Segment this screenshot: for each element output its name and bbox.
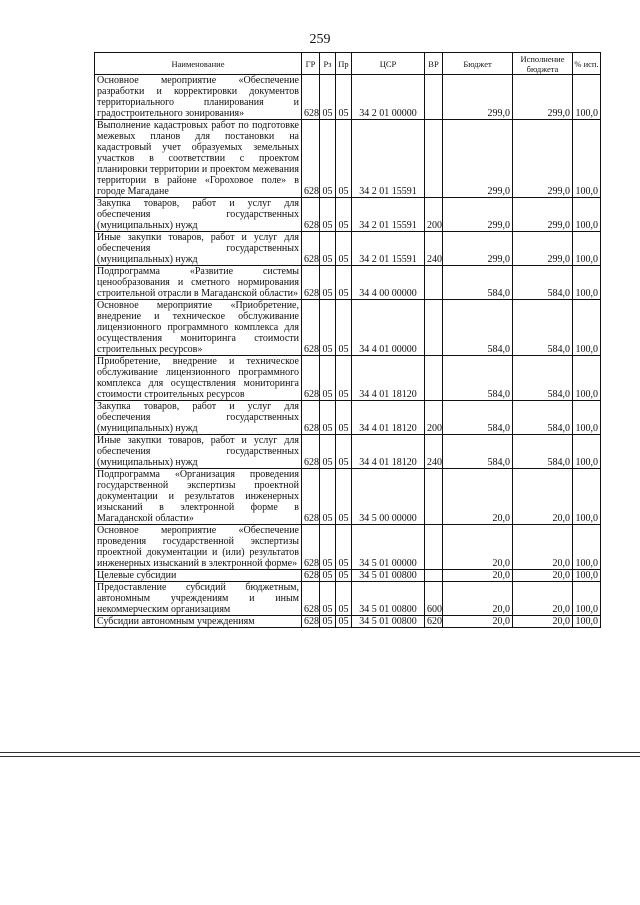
cell-execution: 584,0 [513,435,573,469]
cell-rz: 05 [320,401,336,435]
cell-execution: 584,0 [513,401,573,435]
cell-pr: 05 [336,198,352,232]
cell-csr: 34 2 01 15591 [352,198,425,232]
table-row [95,266,601,300]
cell-name: Подпрограмма «Развитие системы ценообразования и сметного нормирования строительной отрасли в Магаданской области» [95,266,302,300]
page-number: 259 [309,32,331,47]
cell-budget: 584,0 [443,356,513,401]
cell-rz: 05 [320,525,336,570]
cell-gr: 628 [302,525,320,570]
cell-percent: 100,0 [573,616,601,628]
cell-percent: 100,0 [573,232,601,266]
cell-gr: 628 [302,356,320,401]
cell-vr [425,570,443,582]
cell-percent: 100,0 [573,198,601,232]
cell-budget: 299,0 [443,232,513,266]
cell-budget: 20,0 [443,616,513,628]
cell-pr: 05 [336,582,352,616]
table-row [95,198,601,232]
cell-rz: 05 [320,582,336,616]
cell-name: Основное мероприятие «Обеспечение разработки и корректировки документов территориального планирования и градостроительного зонирования» [95,75,302,120]
header-name: Наименование [95,53,302,75]
header-gr: ГР [302,53,320,75]
budget-table [94,52,601,628]
footer-rule-bottom [0,756,640,757]
cell-execution: 584,0 [513,266,573,300]
cell-name: Иные закупки товаров, работ и услуг для обеспечения государственных (муниципальных) нужд [95,435,302,469]
cell-csr: 34 5 01 00800 [352,616,425,628]
cell-budget: 584,0 [443,435,513,469]
cell-gr: 628 [302,435,320,469]
cell-percent: 100,0 [573,525,601,570]
cell-name: Приобретение, внедрение и техническое обслуживание лицензионного программного комплекса для осуществления мониторинга стоимости строительных ресурсов [95,356,302,401]
cell-name: Закупка товаров, работ и услуг для обеспечения государственных (муниципальных) нужд [95,198,302,232]
table-row [95,120,601,198]
cell-pr: 05 [336,300,352,356]
cell-rz: 05 [320,435,336,469]
header-csr: ЦСР [352,53,425,75]
cell-percent: 100,0 [573,435,601,469]
header-rz: Рз [320,53,336,75]
cell-pr: 05 [336,570,352,582]
cell-rz: 05 [320,469,336,525]
cell-budget: 584,0 [443,266,513,300]
cell-execution: 584,0 [513,356,573,401]
cell-rz: 05 [320,266,336,300]
cell-name: Иные закупки товаров, работ и услуг для обеспечения государственных (муниципальных) нужд [95,232,302,266]
cell-vr: 200 [425,198,443,232]
table-row [95,356,601,401]
table-body [95,75,601,628]
cell-vr: 200 [425,401,443,435]
cell-pr: 05 [336,525,352,570]
cell-execution: 20,0 [513,616,573,628]
cell-budget: 299,0 [443,198,513,232]
cell-vr: 600 [425,582,443,616]
cell-budget: 299,0 [443,75,513,120]
table-row [95,616,601,628]
cell-pr: 05 [336,356,352,401]
cell-csr: 34 2 01 00000 [352,75,425,120]
table-row [95,582,601,616]
cell-budget: 20,0 [443,525,513,570]
cell-name: Подпрограмма «Организация проведения государственной экспертизы проектной документации и результатов инженерных изысканий в электронной форме в Магаданской области» [95,469,302,525]
cell-csr: 34 5 01 00800 [352,570,425,582]
cell-budget: 584,0 [443,300,513,356]
table-row [95,232,601,266]
cell-csr: 34 2 01 15591 [352,120,425,198]
cell-execution: 20,0 [513,469,573,525]
cell-gr: 628 [302,266,320,300]
header-pr: Пр [336,53,352,75]
cell-execution: 299,0 [513,198,573,232]
cell-budget: 299,0 [443,120,513,198]
cell-gr: 628 [302,198,320,232]
cell-execution: 299,0 [513,75,573,120]
cell-name: Основное мероприятие «Обеспечение проведения государственной экспертизы проектной документации и (или) результатов инженерных изысканий в электронной форме» [95,525,302,570]
cell-csr: 34 2 01 15591 [352,232,425,266]
table-row [95,570,601,582]
cell-percent: 100,0 [573,469,601,525]
cell-percent: 100,0 [573,300,601,356]
cell-csr: 34 4 01 18120 [352,401,425,435]
cell-budget: 20,0 [443,582,513,616]
cell-pr: 05 [336,266,352,300]
table-header-row [95,53,601,75]
cell-execution: 584,0 [513,300,573,356]
cell-gr: 628 [302,120,320,198]
table-row [95,469,601,525]
table-row [95,300,601,356]
cell-budget: 20,0 [443,570,513,582]
table-row [95,401,601,435]
cell-pr: 05 [336,120,352,198]
cell-pr: 05 [336,616,352,628]
cell-name: Выполнение кадастровых работ по подготовке межевых планов для постановки на кадастровый учет образуемых земельных участков в соответствии с проектом планировки территории и проектом межевания территории в районе «Гороховое поле» в городе Магадане [95,120,302,198]
cell-pr: 05 [336,401,352,435]
cell-execution: 20,0 [513,525,573,570]
cell-csr: 34 4 01 00000 [352,300,425,356]
cell-csr: 34 4 01 18120 [352,356,425,401]
cell-csr: 34 4 01 18120 [352,435,425,469]
cell-vr [425,75,443,120]
header-budget: Бюджет [443,53,513,75]
cell-gr: 628 [302,232,320,266]
cell-rz: 05 [320,198,336,232]
cell-pr: 05 [336,469,352,525]
cell-rz: 05 [320,570,336,582]
cell-budget: 20,0 [443,469,513,525]
cell-percent: 100,0 [573,266,601,300]
cell-gr: 628 [302,401,320,435]
cell-name: Основное мероприятие «Приобретение, внедрение и техническое обслуживание лицензионного программного комплекса для осуществления мониторинга стоимости строительных ресурсов» [95,300,302,356]
cell-csr: 34 4 00 00000 [352,266,425,300]
cell-name: Закупка товаров, работ и услуг для обеспечения государственных (муниципальных) нужд [95,401,302,435]
cell-percent: 100,0 [573,356,601,401]
cell-vr [425,525,443,570]
cell-execution: 299,0 [513,232,573,266]
cell-vr [425,120,443,198]
cell-gr: 628 [302,616,320,628]
cell-percent: 100,0 [573,75,601,120]
cell-vr [425,266,443,300]
cell-pr: 05 [336,232,352,266]
cell-name: Субсидии автономным учреждениям [95,616,302,628]
cell-rz: 05 [320,232,336,266]
cell-vr [425,469,443,525]
header-execution: Исполнение бюджета [513,53,573,75]
cell-gr: 628 [302,469,320,525]
cell-gr: 628 [302,75,320,120]
cell-vr [425,356,443,401]
header-percent: % исп. [573,53,601,75]
cell-csr: 34 5 00 00000 [352,469,425,525]
cell-percent: 100,0 [573,120,601,198]
cell-execution: 20,0 [513,570,573,582]
cell-vr: 620 [425,616,443,628]
cell-gr: 628 [302,300,320,356]
cell-execution: 20,0 [513,582,573,616]
cell-rz: 05 [320,616,336,628]
cell-name: Целевые субсидии [95,570,302,582]
cell-gr: 628 [302,582,320,616]
cell-percent: 100,0 [573,401,601,435]
cell-csr: 34 5 01 00800 [352,582,425,616]
cell-execution: 299,0 [513,120,573,198]
cell-percent: 100,0 [573,570,601,582]
cell-rz: 05 [320,75,336,120]
cell-percent: 100,0 [573,582,601,616]
cell-pr: 05 [336,75,352,120]
cell-rz: 05 [320,300,336,356]
cell-budget: 584,0 [443,401,513,435]
cell-vr: 240 [425,435,443,469]
cell-name: Предоставление субсидий бюджетным, автономным учреждениям и иным некоммерческим организациям [95,582,302,616]
header-vr: ВР [425,53,443,75]
cell-vr: 240 [425,232,443,266]
cell-rz: 05 [320,120,336,198]
table-row [95,525,601,570]
cell-csr: 34 5 01 00000 [352,525,425,570]
cell-rz: 05 [320,356,336,401]
table-row [95,435,601,469]
footer-rule-top [0,752,640,753]
cell-pr: 05 [336,435,352,469]
table-row [95,75,601,120]
cell-vr [425,300,443,356]
cell-gr: 628 [302,570,320,582]
